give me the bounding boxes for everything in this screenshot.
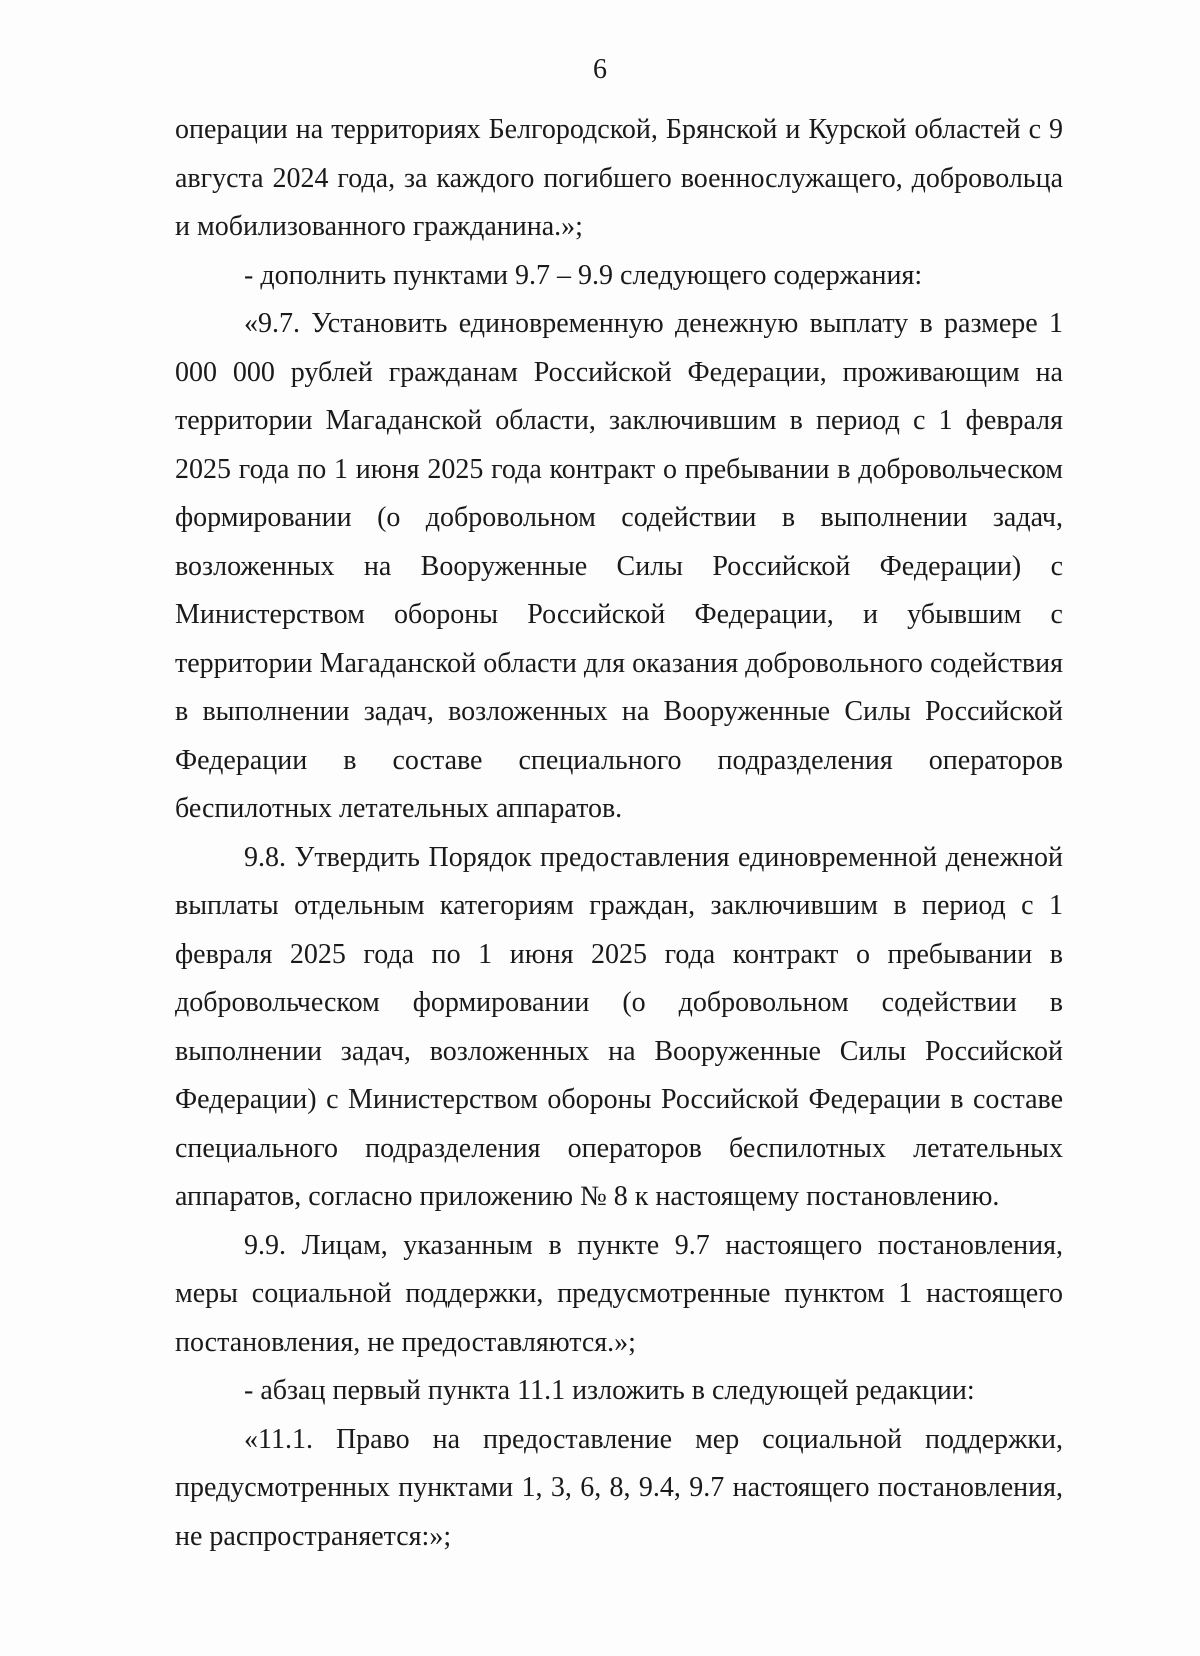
page-number: 6: [593, 54, 607, 85]
paragraph-9-9: 9.9. Лицам, указанным в пункте 9.7 настоящего постановления, меры социальной поддержки, предусмотренные пунктом 1 настоящего постановления, не предоставляются.»;: [175, 1229, 1063, 1358]
document-body: [175, 106, 1063, 1561]
paragraph-9-7: «9.7. Установить единовременную денежную выплату в размере 1 000 000 рублей гражданам Российской Федерации, проживающим на территории Магаданской области, заключившим в период с 1 февраля 2025 года по 1 июня 2025 года контракт о пребывании в добровольческом формировании (о добровольном содействии в выполнении задач, возложенных на Вооруженные Силы Российской Федерации) с Министерством обороны Российской Федерации, и убывшим с территории Магаданской области для оказания добровольного содействия в выполнении задач, возложенных на Вооруженные Силы Российской Федерации в составе специального подразделения операторов беспилотных летательных аппаратов.: [175, 308, 1063, 824]
paragraph-continuation: операции на территориях Белгородской, Брянской и Курской областей с 9 августа 2024 года, за каждого погибшего военнослужащего, добровольца и мобилизованного гражданина.»;: [175, 114, 1063, 242]
paragraph-amendment-intro: - дополнить пунктами 9.7 – 9.9 следующего содержания:: [244, 259, 923, 291]
paragraph-11-1: «11.1. Право на предоставление мер социальной поддержки, предусмотренных пунктами 1, 3, 6, 8, 9.4, 9.7 настоящего постановления, не распространяется:»;: [175, 1423, 1063, 1552]
paragraph-9-8: 9.8. Утвердить Порядок предоставления единовременной денежной выплаты отдельным категориям граждан, заключившим в период с 1 февраля 2025 года по 1 июня 2025 года контракт о пребывании в добровольческом формировании (о добровольном содействии в выполнении задач, возложенных на Вооруженные Силы Российской Федерации) с Министерством обороны Российской Федерации в составе специального подразделения операторов беспилотных летательных аппаратов, согласно приложению № 8 к настоящему постановлению.: [175, 841, 1063, 1212]
paragraph-amendment-11-1-intro: - абзац первый пункта 11.1 изложить в следующей редакции:: [244, 1375, 975, 1406]
